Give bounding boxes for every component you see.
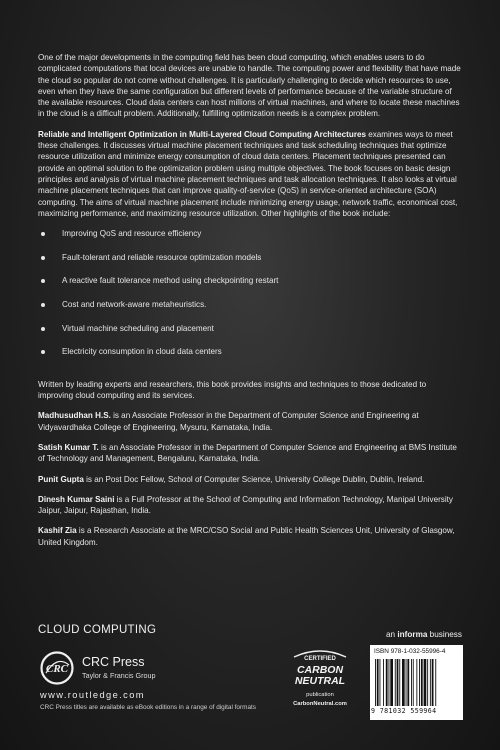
- isbn-barcode: [370, 645, 463, 720]
- publisher-group: Taylor & Francis Group: [82, 671, 156, 680]
- bullet-icon: [41, 279, 45, 283]
- barcode-icon: [374, 659, 459, 706]
- bullet-icon: [41, 350, 45, 354]
- intro-paragraph: One of the major developments in the computing field has been cloud computing, which enables users to do complicated computations that local devices are unable to handle. The computing power and flexibility that have made the cloud so popular do not come without challenges. It is particularly challenging to decide which resources to use, even when they have the same configuration but different levels of performance because of the variable structure of the available resources. Cloud data centers can host millions of virtual machines, and where to locate these machines in the cloud is a difficult problem. Additionally, fulfilling optimization needs is a complex problem.: [38, 53, 461, 119]
- bullet-icon: [41, 232, 45, 236]
- carbon-url: CarbonNeutral.com: [293, 701, 347, 707]
- svg-text:CERTIFIED: CERTIFIED: [304, 656, 336, 662]
- description-paragraph: [38, 129, 462, 219]
- author-bio: Satish Kumar T. is an Associate Professor in the Department of Computer Science and Engineering at BMS Institute of Technology and Management, Bengaluru, Karnataka, India.: [38, 442, 457, 464]
- author-name: Satish Kumar T.: [38, 442, 99, 452]
- author-bio: Madhusudhan H.S. is an Associate Professor in the Department of Computer Science and Engineering at Vidyavardhaka College of Engineering, Mysuru, Karnataka, India.: [38, 411, 419, 432]
- author-name: Dinesh Kumar Saini: [38, 494, 115, 504]
- author-bio: Punit Gupta is an Post Doc Fellow, School of Computer Science, University College Dublin, Dublin, Ireland.: [38, 474, 425, 484]
- author-name: Punit Gupta: [38, 474, 84, 484]
- highlight-item: A reactive fault tolerance method using checkpointing restart: [38, 275, 462, 299]
- description-text: examines ways to meet these challenges. It discusses virtual machine placement techniques and task scheduling techniques that optimize resource utilization and minimize energy consumption of cloud data centers. Placement techniques presented can provide an optimal solution to the optimization problem using multiple objectives. The book focuses on basic design principles and analysis of virtual machine placement techniques and task allocation techniques. It also looks at virtual machine placement techniques that can improve quality-of-service (QoS) in service-oriented architecture (SOA) computing. The aims of virtual machine placement include minimizing energy usage, network traffic, economical cost, maximizing performance, and maximizing resource utilization. Other highlights of the book include:: [38, 129, 458, 218]
- bullet-icon: [41, 303, 45, 307]
- closing-paragraph: Written by leading experts and researchers, this book provides insights and techniques to those dedicated to improving cloud computing and its services.: [38, 379, 427, 401]
- publisher-website[interactable]: www.routledge.com: [40, 690, 145, 700]
- highlight-item: Virtual machine scheduling and placement: [38, 323, 462, 347]
- book-title: Reliable and Intelligent Optimization in Multi-Layered Cloud Computing Architectures: [38, 129, 366, 139]
- crc-logo-icon: [40, 651, 74, 685]
- highlights-list: [38, 228, 462, 370]
- isbn-label: ISBN 978-1-032-55996-4: [374, 648, 446, 655]
- author-name: Madhusudhan H.S.: [38, 411, 111, 421]
- cover-text: [38, 52, 462, 557]
- ebook-note: CRC Press titles are available as eBook editions in a range of digital formats: [40, 704, 256, 711]
- highlight-item: Cost and network-aware metaheuristics.: [38, 299, 462, 323]
- highlight-item: Fault-tolerant and reliable resource optimization models: [38, 252, 462, 276]
- svg-text:CRC: CRC: [45, 663, 69, 675]
- author-name: Kashif Zia: [38, 526, 77, 536]
- carbon-publication-label: publication: [306, 692, 334, 698]
- author-bio: Dinesh Kumar Saini is a Full Professor at the School of Computing and Information Technology, Manipal University Jaipur, Jaipur, Rajasthan, India.: [38, 494, 453, 516]
- svg-text:NEUTRAL: NEUTRAL: [294, 675, 346, 687]
- publisher-name: CRC Press: [82, 655, 145, 669]
- series-label: CLOUD COMPUTING: [38, 624, 157, 636]
- svg-text:CARBON: CARBON: [296, 664, 344, 676]
- highlight-item: Electricity consumption in cloud data centers: [38, 346, 462, 370]
- author-bio: Kashif Zia is a Research Associate at the MRC/CSO Social and Public Health Sciences Unit, University of Glasgow, United Kingdom.: [38, 526, 455, 547]
- bullet-icon: [41, 256, 45, 260]
- barcode-digits: 9 781032 559964: [371, 707, 437, 715]
- informa-business: an informa business: [385, 630, 462, 639]
- bullet-icon: [41, 327, 45, 331]
- carbon-neutral-badge-icon: [284, 647, 356, 723]
- highlight-item: Improving QoS and resource efficiency: [38, 228, 462, 252]
